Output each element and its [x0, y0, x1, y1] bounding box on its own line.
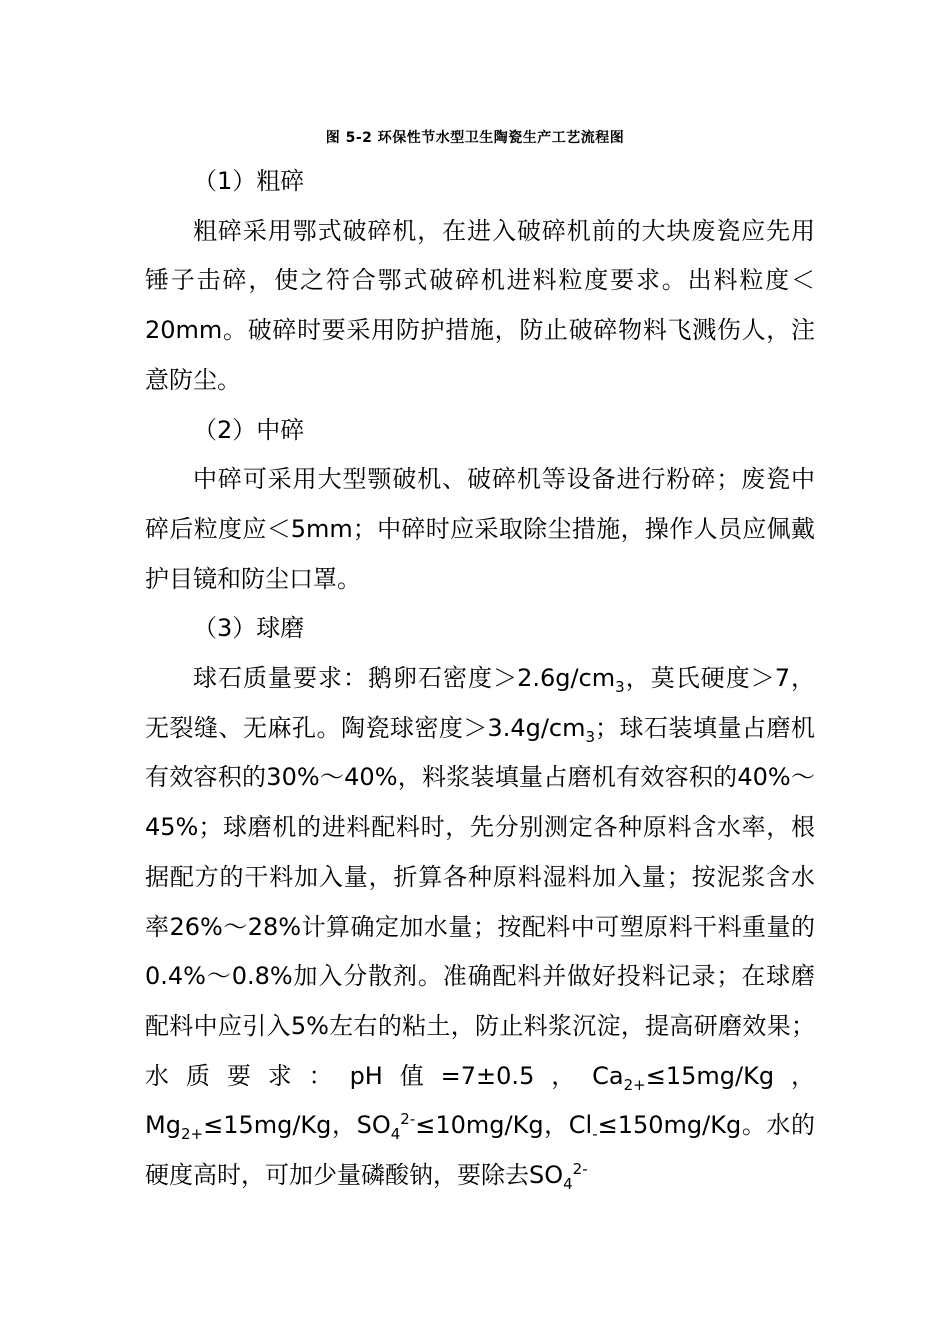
text-segment: ；球石装填量占磨机有效容积的30%～40%，料浆装填量占磨机有效容积的40%～45%；球磨机的进料配料时，先分别测定各种原料含水率，根据配方的干料加入量，折算各种原料湿料加入量；按泥浆含水率26%～28%计算确定加水量；按配料中可塑原料干料重量的0.4%～0.8%加入分散剂。准确配料并做好投料记录；在球磨配料中应引入5%左右的粘土，防止料浆沉淀，提高研磨效果；水质要求：pH值=7±0.5，Ca [145, 713, 816, 1090]
superscript: 2- [400, 1110, 416, 1129]
subscript: 2+ [180, 1125, 204, 1144]
text-segment: ≤150mg/Kg。水的硬度高时，可加少量磷酸钠，要除去SO [145, 1111, 816, 1190]
subscript: 4 [390, 1125, 401, 1144]
text-segment: ≤10mg/Kg，Cl [415, 1111, 593, 1140]
subscript: 3 [615, 677, 625, 696]
section-heading-coarse-crushing: （1）粗碎 [193, 167, 305, 195]
section-heading-ball-milling: （3）球磨 [193, 614, 305, 643]
text-segment: ≤15mg/Kg，Mg [145, 1061, 815, 1140]
subscript: 2+ [623, 1075, 646, 1094]
paragraph-coarse-crushing: 粗碎采用鄂式破碎机，在进入破碎机前的大块废瓷应先用锤子击碎，使之符合鄂式破碎机进料粒度要求。出料粒度＜20mm。破碎时要采用防护措施，防止破碎物料飞溅伤人，注意防尘。 [145, 216, 815, 394]
subscript: - [592, 1125, 598, 1144]
superscript: 2- [572, 1160, 588, 1179]
body-text [145, 157, 815, 1201]
figure-caption: 图 5-2 环保性节水型卫生陶瓷生产工艺流程图 [325, 130, 625, 146]
text-segment: 球石质量要求：鹅卵石密度＞2.6g/cm [193, 664, 616, 693]
subscript: 4 [563, 1174, 573, 1193]
paragraph-ball-milling [145, 654, 815, 1201]
section-heading-medium-crushing: （2）中碎 [193, 415, 305, 444]
text-segment: ，莫氏硬度＞7，无裂缝、无麻孔。陶瓷球密度＞3.4g/cm [145, 664, 815, 742]
paragraph-medium-crushing: 中碎可采用大型颚破机、破碎机等设备进行粉碎；废瓷中碎后粒度应＜5mm；中碎时应采取除尘措施，操作人员应佩戴护目镜和防尘口罩。 [145, 465, 815, 593]
text-segment: ≤15mg/Kg，SO [203, 1111, 391, 1140]
subscript: 3 [585, 727, 596, 746]
